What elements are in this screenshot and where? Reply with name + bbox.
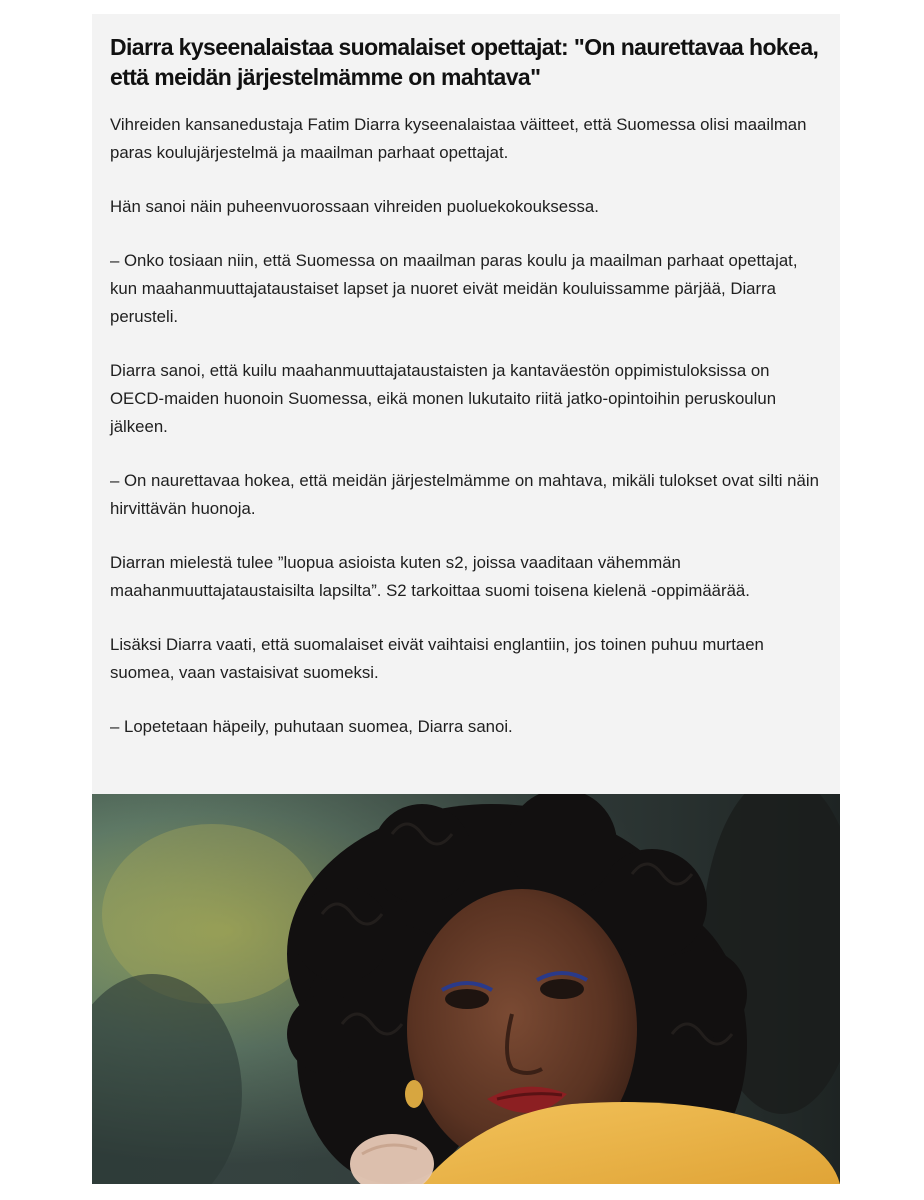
paragraph-language: Lisäksi Diarra vaati, että suomalaiset eivät vaihtaisi englantiin, jos toinen puhuu murtaen suomea, vaan vastaisivat suomeksi. xyxy=(110,635,764,682)
article-headline xyxy=(110,32,828,92)
headline-line-1: Diarra kyseenalaistaa suomalaiset opettajat: "On naurettavaa hokea, xyxy=(110,34,819,60)
article-card xyxy=(92,14,840,1184)
article-photo xyxy=(92,794,840,1184)
paragraph-s2: Diarran mielestä tulee ”luopua asioista kuten s2, joissa vaaditaan vähemmän maahanmuuttajataustaisilta lapsilta”. S2 tarkoittaa suomi toisena kielenä -oppimäärää. xyxy=(110,553,750,600)
article-body xyxy=(110,111,822,767)
portrait-illustration xyxy=(92,794,840,1184)
paragraph-oecd: Diarra sanoi, että kuilu maahanmuuttajataustaisten ja kantaväestön oppimistuloksissa on OECD-maiden huonoin Suomessa, eikä monen lukutaito riitä jatko-opintoihin peruskoulun jälkeen. xyxy=(110,361,777,436)
paragraph-quote-1: – Onko tosiaan niin, että Suomessa on maailman paras koulu ja maailman parhaat opettajat, kun maahanmuuttajataustaiset lapset ja nuoret eivät meidän kouluissamme pärjää, Diarra perusteli. xyxy=(110,251,798,326)
headline-line-2: että meidän järjestelmämme on mahtava" xyxy=(110,64,541,90)
paragraph-quote-3: – Lopetetaan häpeily, puhutaan suomea, Diarra sanoi. xyxy=(110,717,513,736)
paragraph-quote-2: – On naurettavaa hokea, että meidän järjestelmämme on mahtava, mikäli tulokset ovat silti näin hirvittävän huonoja. xyxy=(110,471,819,518)
paragraph-intro: Vihreiden kansanedustaja Fatim Diarra kyseenalaistaa väitteet, että Suomessa olisi maailman paras koulujärjestelmä ja maailman parhaat opettajat. xyxy=(110,115,807,162)
paragraph-context: Hän sanoi näin puheenvuorossaan vihreiden puoluekokouksessa. xyxy=(110,197,599,216)
